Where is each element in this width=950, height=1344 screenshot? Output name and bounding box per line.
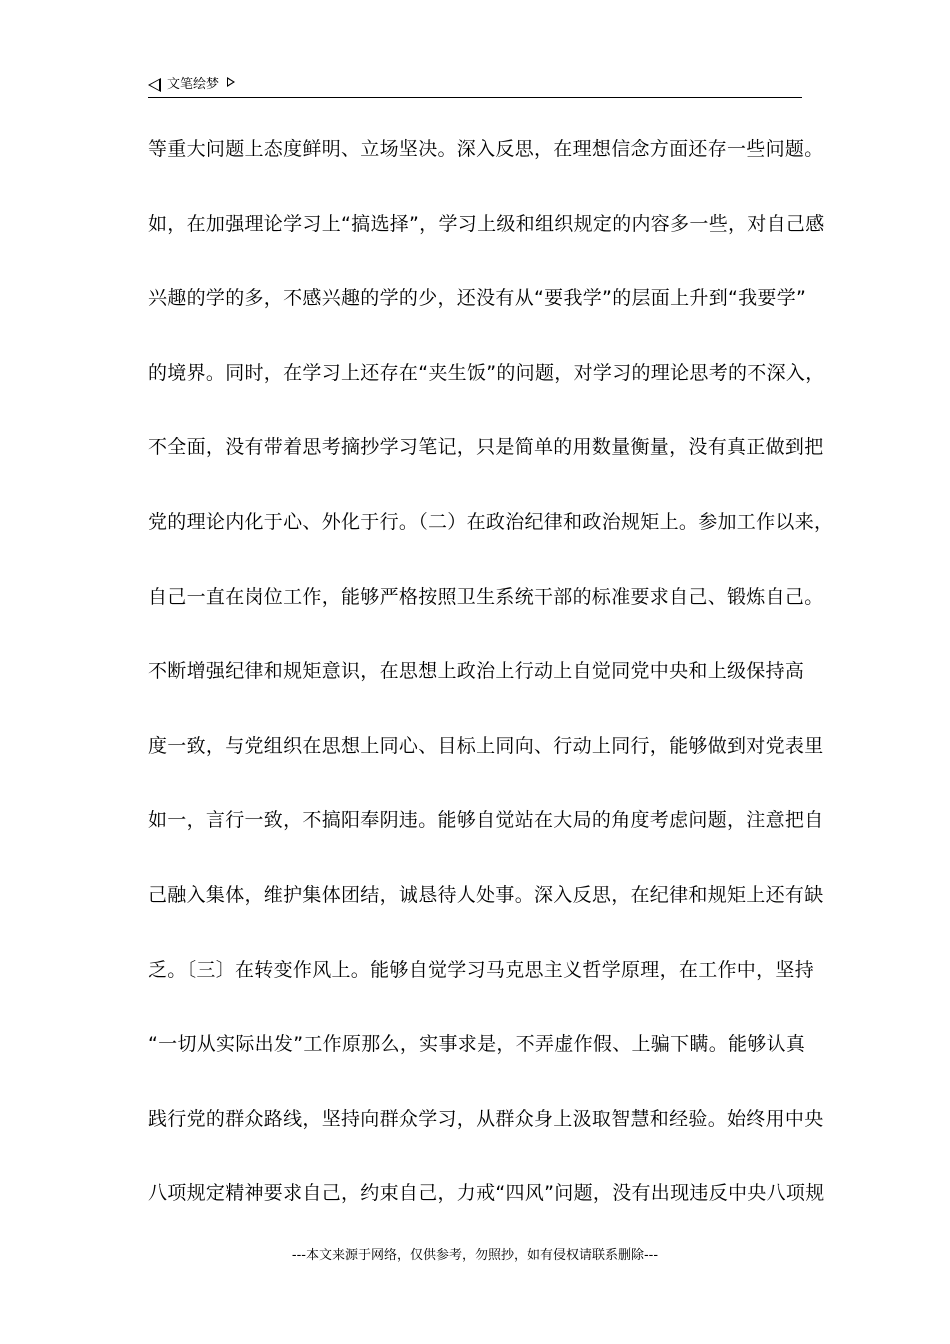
text-line: 兴趣的学的多，不感兴趣的学的少，还没有从“要我学”的层面上升到“我要学” — [148, 287, 807, 310]
text-line: 党的理论内化于心、外化于行。（二）在政治纪律和政治规矩上。参加工作以来， — [148, 510, 834, 533]
text-line: 不断增强纪律和规矩意识，在思想上政治上行动上自觉同党中央和上级保持高 — [148, 660, 805, 683]
text-line: “一切从实际出发”工作原那么，实事求是，不弄虚作假、上骗下瞒。能够认真 — [148, 1033, 806, 1056]
text-line: 己融入集体，维护集体团结，诚恳待人处事。深入反思，在纪律和规矩上还有缺 — [148, 883, 824, 906]
text-line: 的境界。同时，在学习上还存在“夹生饭”的问题，对学习的理论思考的不深入， — [148, 361, 825, 384]
header-divider — [148, 97, 802, 98]
text-line: 乏。〔三〕在转变作风上。能够自觉学习马克思主义哲学原理，在工作中，坚持 — [148, 958, 815, 981]
triangle-right-icon — [227, 77, 235, 87]
page-header — [148, 74, 235, 96]
text-line: 践行党的群众路线，坚持向群众学习，从群众身上汲取智慧和经验。始终用中央 — [148, 1107, 824, 1130]
document-body — [148, 134, 834, 1253]
text-line: 自己一直在岗位工作，能够严格按照卫生系统干部的标准要求自己、锻炼自己。 — [148, 585, 824, 608]
triangle-left-icon — [148, 78, 161, 92]
footer-disclaimer: ---本文来源于网络，仅供参考，勿照抄，如有侵权请联系删除--- — [291, 1248, 659, 1263]
header-title: 文笔绘梦 — [167, 77, 220, 92]
text-line: 如，在加强理论学习上“搞选择”，学习上级和组织规定的内容多一些，对自己感 — [148, 212, 825, 235]
text-line: 不全面，没有带着思考摘抄学习笔记，只是简单的用数量衡量，没有真正做到把 — [148, 436, 824, 459]
text-line: 如一，言行一致，不搞阳奉阴违。能够自觉站在大局的角度考虑问题，注意把自 — [148, 809, 824, 832]
text-line: 八项规定精神要求自己，约束自己，力戒“四风”问题，没有出现违反中央八项规 — [148, 1182, 825, 1205]
text-line: 度一致，与党组织在思想上同心、目标上同向、行动上同行，能够做到对党表里 — [148, 734, 824, 757]
text-line: 等重大问题上态度鲜明、立场坚决。深入反思，在理想信念方面还存一些问题。 — [148, 138, 824, 160]
